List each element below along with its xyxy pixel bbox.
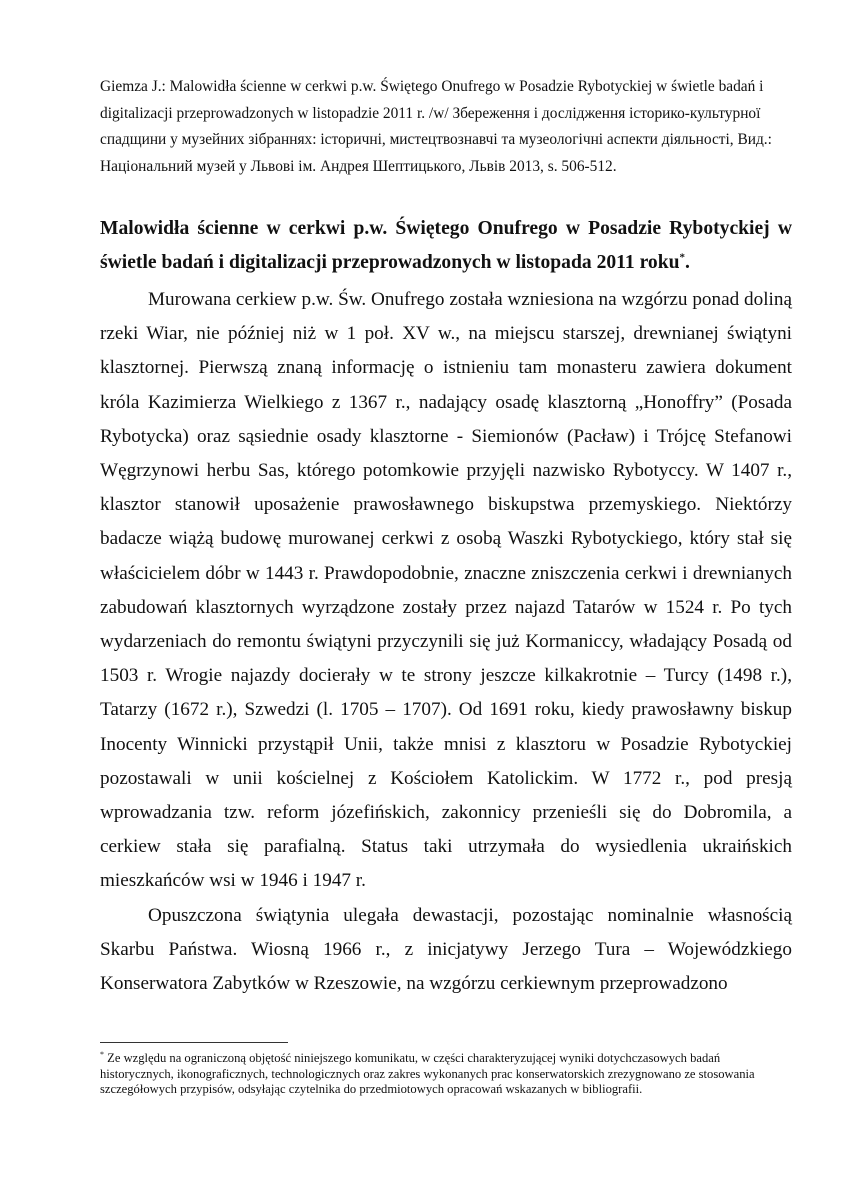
article-title-text: Malowidła ścienne w cerkwi p.w. Świętego Onufrego w Posadzie Rybotyckiej w świetle badań i digitalizacji przeprowadzonych w listopada 2011 roku — [100, 218, 792, 273]
footnote-marker: * — [100, 1049, 104, 1059]
title-footnote-marker[interactable]: * — [679, 251, 686, 264]
body-paragraph-1: Murowana cerkiew p.w. Św. Onufrego została wzniesiona na wzgórzu ponad doliną rzeki Wiar, nie później niż w 1 poł. XV w., na miejscu starszej, drewnianej świątyni klasztornej. Pierwszą znaną informację o istnieniu tam monasteru zawiera dokument króla Kazimierza Wielkiego z 1367 r., nadający osadę klasztorną „Honoffry” (Posada Rybotycka) oraz sąsiednie osady klasztorne - Siemionów (Pacław) i Trójcę Stefanowi Węgrzynowi herbu Sas, którego potomkowie przyjęli nazwisko Rybotyccy. W 1407 r., klasztor stanowił uposażenie prawosławnego biskupstwa przemyskiego. Niektórzy badacze wiążą budowę murowanej cerkwi z osobą Waszki Rybotyckiego, który stał się właścicielem dóbr w 1443 r. Prawdopodobnie, znaczne zniszczenia cerkwi i drewnianych zabudowań klasztornych wyrządzone zostały przez najazd Tatarów w 1524 r. Po tych wydarzeniach do remontu świątyni przyczynili się już Kormaniccy, władający Posadą od 1503 r. Wrogie najazdy docierały w te strony jeszcze kilkakrotnie – Turcy (1498 r.), Tatarzy (1672 r.), Szwedzi (l. 1705 – 1707). Od 1691 roku, kiedy prawosławny biskup Inocenty Winnicki przystąpił Unii, także mnisi z klasztoru w Posadzie Rybotyckiej pozostawali w unii kościelnej z Kościołem Katolickim. W 1772 r., pod presją wprowadzania tzw. reform józefińskich, zakonnicy przenieśli się do Dobromila, a cerkiew stała się parafialną. Status taki utrzymała do wysiedlenia ukraińskich mieszkańców wsi w 1946 i 1947 r. — [100, 289, 792, 892]
body-paragraph-2: Opuszczona świątynia ulegała dewastacji, pozostając nominalnie własnością Skarbu Państwa. Wiosną 1966 r., z inicjatywy Jerzego Tura – Wojewódzkiego Konserwatora Zabytków w Rzeszowie, na wzgórzu cerkiewnym przeprowadzono — [100, 904, 792, 995]
article-title — [100, 212, 792, 280]
article-title-end: . — [685, 252, 690, 273]
citation-header: Giemza J.: Malowidła ścienne w cerkwi p.w. Świętego Onufrego w Posadzie Rybotyckiej w świetle badań i digitalizacji przeprowadzonych w listopadzie 2011 r. /w/ Збереження і дослідження історико-культурної спадщини у музейних зібраннях: історичні, мистецтвознавчі та музеологічні аспекти діяльності, Вид.: Національний музей у Львові ім. Андрея Шептицького, Львів 2013, s. 506-512. — [100, 78, 772, 175]
footnote-text: Ze względu na ograniczoną objętość niniejszego komunikatu, w części charakteryzującej wyniki dotychczasowych badań historycznych, ikonograficznych, technologicznych oraz zakres wykonanych prac konserwatorskich zrezygnowano ze stosowania szczegółowych przypisów, odsyłając czytelnika do przedmiotowych opracowań wskazanych w bibliografii. — [100, 1051, 755, 1097]
footnote-divider — [100, 1042, 288, 1043]
article-body — [100, 283, 792, 1001]
footnote — [100, 1051, 792, 1098]
document-page — [100, 0, 792, 1200]
